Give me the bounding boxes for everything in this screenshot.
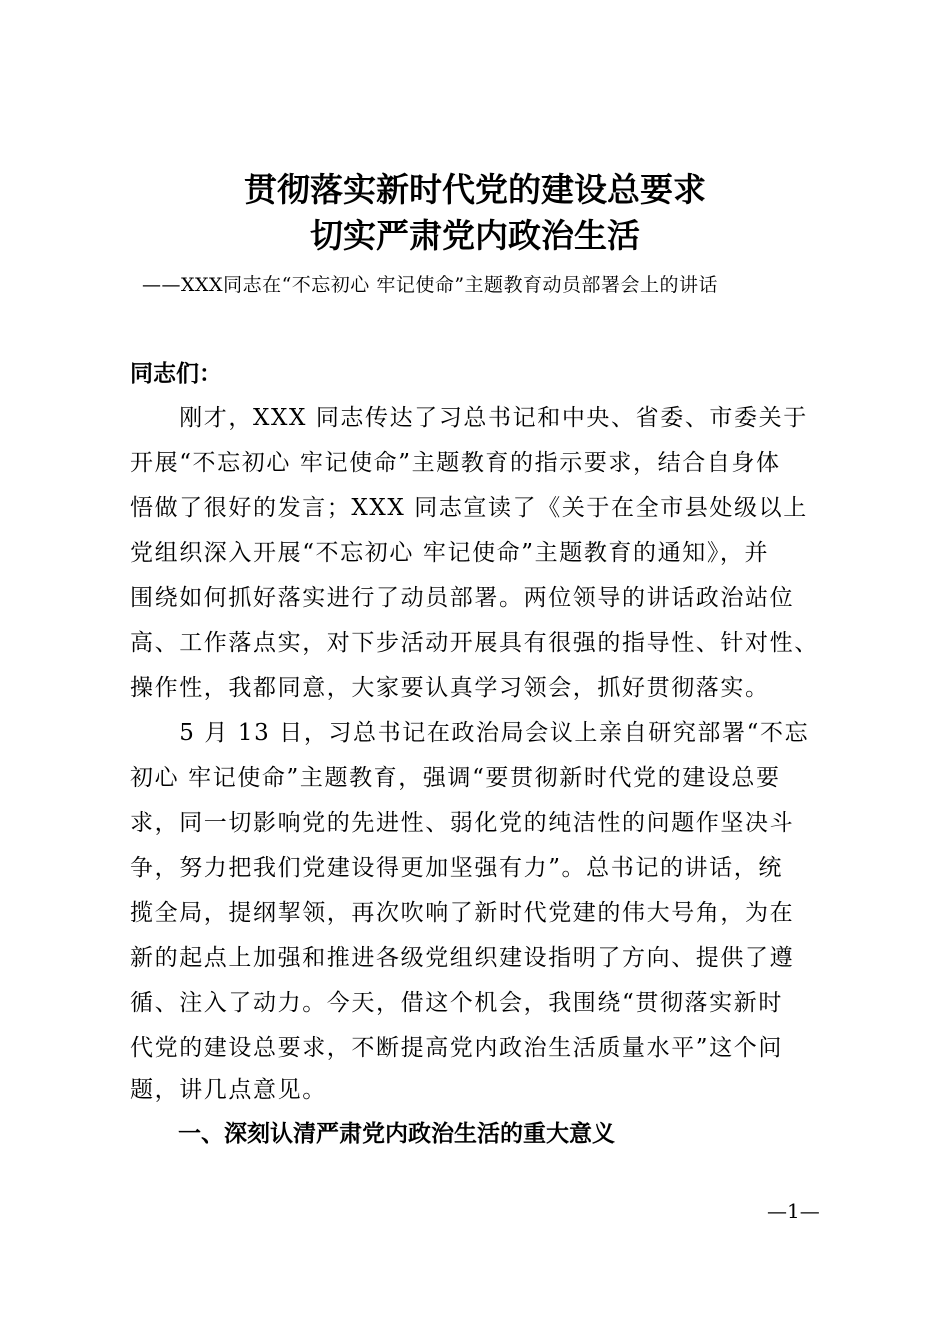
body-line: 求，同一切影响党的先进性、弱化党的纯洁性的问题作坚决斗 (130, 810, 795, 836)
body-line: 题，讲几点意见。 (130, 1077, 327, 1103)
body-line: 刚才，XXX 同志传达了习总书记和中央、省委、市委关于 (130, 405, 808, 431)
body-line: 争，努力把我们党建设得更加坚强有力”。总书记的讲话，统 (130, 855, 783, 881)
body-line: 初心 牢记使命”主题教育，强调“要贯彻新时代党的建设总要 (130, 765, 781, 791)
body-line: 循、注入了动力。今天，借这个机会，我围绕“贯彻落实新时 (130, 990, 783, 1016)
document-subtitle: ——XXX同志在“不忘初心 牢记使命”主题教育动员部署会上的讲话 (142, 274, 719, 296)
body-line: 代党的建设总要求，不断提高党内政治生活质量水平”这个问 (130, 1035, 783, 1061)
body-line: 围绕如何抓好落实进行了动员部署。两位领导的讲话政治站位 (130, 585, 795, 611)
section-heading: 一、深刻认清严肃党内政治生活的重大意义 (178, 1121, 615, 1147)
body-line: 开展“不忘初心 牢记使命”主题教育的指示要求，结合自身体 (130, 450, 781, 476)
body-line: 揽全局，提纲挈领，再次吹响了新时代党建的伟大号角，为在 (130, 900, 795, 926)
body-line: 高、工作落点实，对下步活动开展具有很强的指导性、针对性、 (130, 630, 819, 656)
body-line: 党组织深入开展“不忘初心 牢记使命”主题教育的通知》，并 (130, 540, 770, 566)
body-line: 悟做了很好的发言；XXX 同志宣读了《关于在全市县处级以上 (130, 495, 808, 521)
salutation: 同志们： (130, 361, 222, 387)
body-line: 5 月 13 日，习总书记在政治局会议上亲自研究部署“不忘 (130, 720, 810, 746)
document-title-line-2: 切实严肃党内政治生活 (310, 216, 640, 255)
page-number: —1— (767, 1199, 820, 1223)
body-line: 新的起点上加强和推进各级党组织建设指明了方向、提供了遵 (130, 945, 795, 971)
body-line: 操作性，我都同意，大家要认真学习领会，抓好贯彻落实。 (130, 675, 770, 701)
document-title-line-1: 贯彻落实新时代党的建设总要求 (244, 170, 706, 209)
